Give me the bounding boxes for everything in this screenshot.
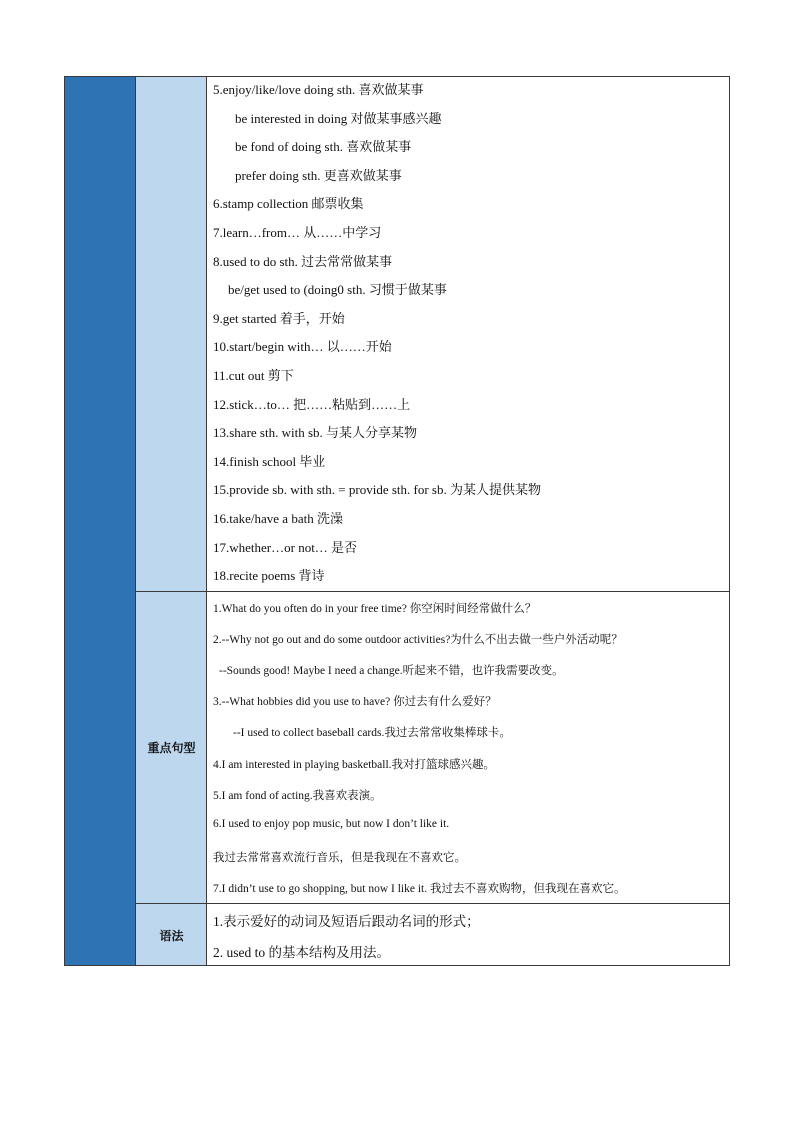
- vocabulary-line: 10.start/begin with… 以……开始: [213, 339, 392, 355]
- sentences-line: 4.I am interested in playing basketball.我对打篮球感兴趣。: [213, 758, 496, 771]
- vocabulary-line: 14.finish school 毕业: [213, 453, 326, 469]
- grammar-line: 1.表示爱好的动词及短语后跟动名词的形式；: [213, 914, 480, 929]
- vocabulary-line: 6.stamp collection 邮票收集: [213, 196, 364, 212]
- vocabulary-line: 11.cut out 剪下: [213, 368, 294, 383]
- lesson-table: [64, 76, 730, 966]
- vocabulary-line: 7.learn…from… 从……中学习: [213, 225, 382, 240]
- vocabulary-line: 13.share sth. with sb. 与某人分享某物: [213, 425, 418, 441]
- vocabulary-line: 18.recite poems 背诗: [213, 568, 325, 584]
- sentences-line: 7.I didn’t use to go shopping, but now I like it. 我过去不喜欢购物，但我现在喜欢它。: [213, 882, 626, 895]
- vocabulary-line: 5.enjoy/like/love doing sth. 喜欢做某事: [213, 82, 424, 97]
- vocabulary-line: be fond of doing sth. 喜欢做某事: [235, 139, 412, 155]
- row-divider-sentences-grammar: [136, 903, 730, 904]
- sentences-line: 5.I am fond of acting.我喜欢表演。: [213, 789, 382, 802]
- sentences-line: 3.--What hobbies did you use to have? 你过去有什么爱好？: [213, 696, 497, 709]
- row-divider-vocab-sentences: [136, 591, 730, 592]
- vocabulary-line: 9.get started 着手，开始: [213, 310, 345, 326]
- sentences-line: --I used to collect baseball cards.我过去常常收集棒球卡。: [233, 727, 511, 740]
- sentences-line: 6.I used to enjoy pop music, but now I don’t like it.: [213, 817, 450, 830]
- vocabulary-line: 17.whether…or not… 是否: [213, 539, 358, 555]
- section-column: [65, 77, 136, 965]
- vocabulary-line: prefer doing sth. 更喜欢做某事: [235, 167, 402, 183]
- label-column: [136, 77, 207, 965]
- vocabulary-line: 15.provide sb. with sth. = provide sth. for sb. 为某人提供某物: [213, 482, 541, 498]
- vocabulary-line: be/get used to (doing0 sth. 习惯于做某事: [228, 282, 447, 298]
- sentences-label: 重点句型: [147, 741, 196, 755]
- vocabulary-line: 8.used to do sth. 过去常常做某事: [213, 253, 393, 269]
- sentences-line: --Sounds good! Maybe I need a change.听起来不错，也许我需要改变。: [219, 665, 564, 678]
- sentences-line: 我过去常常喜欢流行音乐，但是我现在不喜欢它。: [213, 851, 466, 864]
- vocabulary-line: 12.stick…to… 把……粘贴到……上: [213, 396, 411, 412]
- grammar-line: 2. used to 的基本结构及用法。: [213, 945, 390, 960]
- sentences-line: 2.--Why not go out and do some outdoor activities?为什么不出去做一些户外活动呢？: [213, 634, 623, 647]
- sentences-line: 1.What do you often do in your free time? 你空闲时间经常做什么？: [213, 603, 537, 615]
- vocabulary-line: be interested in doing 对做某事感兴趣: [235, 110, 442, 126]
- grammar-label: 语法: [159, 929, 184, 943]
- vocabulary-line: 16.take/have a bath 洗澡: [213, 511, 343, 526]
